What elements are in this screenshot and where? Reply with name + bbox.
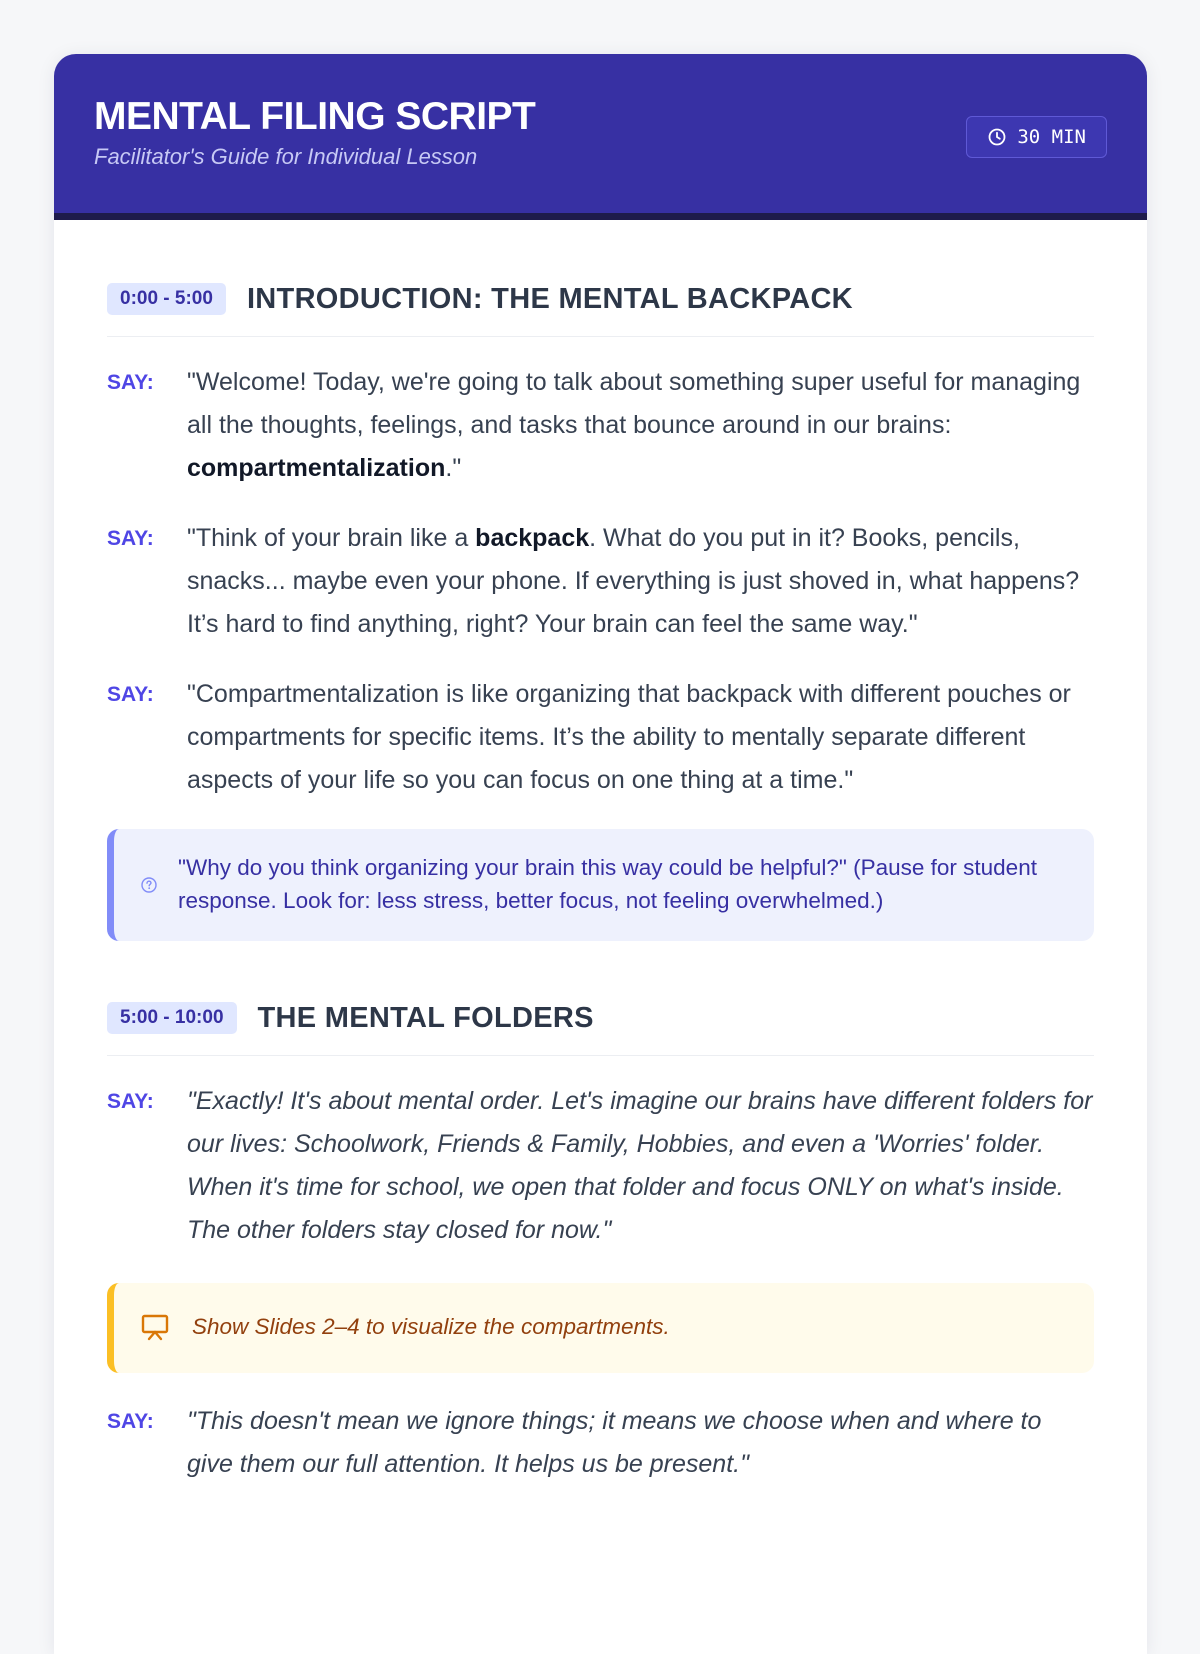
say-text-part: "Welcome! Today, we're going to talk about something super useful for managing all the thoughts, feelings, and tasks that bounce around in our brains: — [187, 368, 1081, 439]
time-badge: 0:00 - 5:00 — [107, 283, 226, 315]
key-term: compartmentalization — [187, 454, 446, 482]
say-text: "Compartmentalization is like organizing that backpack with different pouches or compartments for specific items. It’s the ability to mentally separate different aspects of your life so you can focus on one thing at a time." — [187, 680, 1071, 794]
script-header — [54, 54, 1147, 220]
say-text — [187, 361, 1094, 490]
section-title: THE MENTAL FOLDERS — [257, 1002, 594, 1034]
say-text-part: ." — [445, 454, 462, 482]
say-label: SAY: — [107, 1090, 154, 1113]
say-text-part: . What do you put in it? Books, pencils, snacks... maybe even your phone. If everything is just shoved in, what happens? It’s hard to find anything, right? Your brain can feel the same way." — [187, 524, 1080, 638]
presentation-icon — [140, 1313, 170, 1341]
section-header — [107, 999, 1094, 1056]
section-title: INTRODUCTION: THE MENTAL BACKPACK — [246, 283, 853, 315]
say-block — [107, 517, 1094, 646]
say-block — [107, 1080, 1094, 1252]
say-text: "This doesn't mean we ignore things; it means we choose when and where to give them our full attention. It helps us be present." — [187, 1407, 1042, 1478]
say-text-part: "Think of your brain like a — [187, 524, 476, 552]
say-text: "Exactly! It's about mental order. Let's imagine our brains have different folders for our lives: Schoolwork, Friends & Family, Hobbies, and even a 'Worries' folder. When it's time for school, we open that folder and focus ONLY on what's inside. The other folders stay closed for now." — [187, 1087, 1093, 1244]
question-circle-icon — [140, 876, 158, 894]
script-content — [54, 280, 1147, 1486]
page-title: MENTAL FILING SCRIPT — [94, 95, 536, 138]
say-label: SAY: — [107, 1410, 154, 1433]
key-term: backpack — [475, 524, 590, 552]
duration-label: 30 MIN — [1017, 126, 1086, 148]
say-block — [107, 673, 1094, 802]
script-card — [54, 54, 1147, 1654]
slides-note-text: Show Slides 2–4 to visualize the compartments. — [192, 1314, 670, 1339]
say-text — [187, 517, 1094, 646]
duration-badge — [966, 116, 1107, 158]
discussion-question-callout — [107, 829, 1094, 941]
page-subtitle: Facilitator's Guide for Individual Lesson — [94, 144, 478, 169]
say-block — [107, 1400, 1094, 1486]
slides-note-callout — [107, 1283, 1094, 1373]
say-label: SAY: — [107, 371, 154, 394]
clock-icon — [987, 127, 1007, 147]
say-block — [107, 361, 1094, 490]
question-text: "Why do you think organizing your brain this way could be helpful?" (Pause for student response. Look for: less stress, better focus, not feeling overwhelmed.) — [178, 855, 1037, 913]
section-header — [107, 280, 1094, 337]
say-label: SAY: — [107, 683, 154, 706]
time-badge: 5:00 - 10:00 — [107, 1002, 237, 1034]
say-label: SAY: — [107, 527, 154, 550]
